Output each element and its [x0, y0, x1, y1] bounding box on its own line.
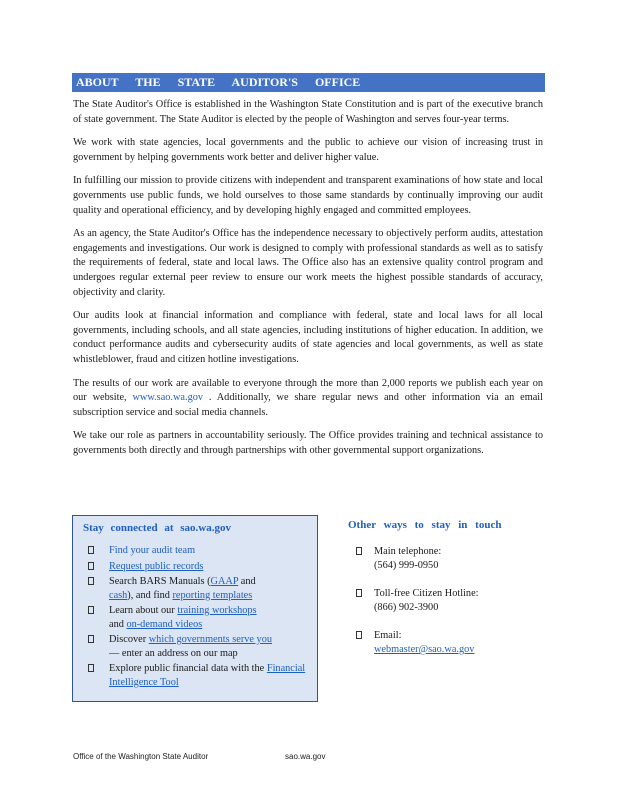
bars-text: Search BARS Manuals (: [109, 576, 211, 587]
request-records-link[interactable]: Request public records: [109, 560, 204, 572]
bullet-icon: [356, 631, 362, 639]
which-governments-link[interactable]: which governments serve you: [148, 634, 272, 645]
bullet-icon: [88, 664, 94, 672]
on-demand-videos-link[interactable]: on-demand videos: [126, 618, 203, 630]
list-item: [73, 544, 317, 558]
bullet-icon: [88, 577, 94, 585]
footer-website: sao.wa.gov: [285, 752, 326, 761]
section-title: ABOUT THE STATE AUDITOR'S OFFICE: [76, 75, 361, 89]
explore-text: Explore public financial data with the: [109, 663, 265, 674]
main-phone-label: Main telephone:: [374, 546, 442, 557]
learn-and: and: [109, 618, 124, 630]
paragraph-results: [73, 377, 543, 421]
main-phone-number[interactable]: (564) 999-0950: [374, 560, 439, 571]
list-item: [348, 587, 548, 615]
bullet-icon: [88, 635, 94, 643]
other-ways-section: [348, 519, 548, 671]
email-label: Email:: [374, 630, 402, 641]
stay-connected-heading: Stay connected at sao.wa.gov: [83, 522, 231, 534]
reporting-templates-link[interactable]: reporting templates: [172, 589, 253, 601]
financial-intelligence-tool-link[interactable]: Financial Intelligence Tool: [109, 663, 306, 688]
website-link[interactable]: www.sao.wa.gov: [132, 392, 204, 404]
bullet-icon: [356, 589, 362, 597]
results-text-end: . Additionally, we share regular news and other information via an email subscription service and social media channels.: [73, 392, 544, 418]
gaap-link[interactable]: GAAP: [210, 576, 239, 587]
paragraph-independence: As an agency, the State Auditor's Office has the independence necessary to objectively perform audits, attestation engagements and investigations. Our work is designed to comply with professional standards as well as to satisfy the requirements of federal, state and local laws. The Office also has an extensive quality control program and undergoes regular external peer review to ensure our work meets the highest possible standards of accuracy, objectivity and clarity.: [73, 228, 543, 298]
list-item: [73, 662, 317, 689]
contact-list: [348, 545, 548, 657]
hotline-number[interactable]: (866) 902-3900: [374, 602, 439, 613]
list-item: [73, 604, 317, 631]
footer-office-name: Office of the Washington State Auditor: [73, 752, 209, 761]
stay-connected-box: [72, 515, 318, 702]
bars-and: and: [240, 576, 256, 587]
about-body: [73, 98, 543, 467]
list-item: [73, 633, 317, 660]
bullet-icon: [88, 606, 94, 614]
results-text-start: The results of our work are available to everyone through the more than 2,000 reports we publish each year on our website,: [73, 377, 543, 404]
list-item: [73, 560, 317, 574]
cash-link[interactable]: cash: [109, 589, 128, 601]
training-workshops-link[interactable]: training workshops: [177, 605, 257, 616]
paragraph-mission: In fulfilling our mission to provide citizens with independent and transparent examinations of how state and local governments use public funds, we hold ourselves to those same standards by continually improving our audit quality and operational efficiency, and by developing highly engaged and committed employees.: [73, 175, 543, 216]
learn-text: Learn about our: [109, 605, 175, 616]
paragraph-partners: We take our role as partners in accountability seriously. The Office provides training and technical assistance to governments both directly and through partnerships with other governmental support organizations.: [73, 430, 543, 456]
bullet-icon: [88, 546, 94, 554]
bullet-icon: [356, 547, 362, 555]
find-audit-team-link[interactable]: Find your audit team: [109, 545, 196, 556]
bullet-icon: [88, 562, 94, 570]
paragraph-audits: Our audits look at financial information and compliance with federal, state and local laws for all local governments, including schools, and all state agencies, including institutions of higher education. In addition, we conduct performance audits and cybersecurity audits of state agencies and local governments, as well as state whistleblower, fraud and citizen hotline investigations.: [73, 310, 543, 365]
hotline-label: Toll-free Citizen Hotline:: [374, 588, 479, 599]
list-item: [348, 629, 548, 657]
list-item: [348, 545, 548, 573]
bars-text-2: ), and find: [127, 589, 170, 601]
discover-text: Discover: [109, 634, 147, 645]
paragraph-vision: We work with state agencies, local governments and the public to achieve our vision of increasing trust in government by helping governments work better and deliver higher value.: [73, 137, 543, 163]
stay-connected-list: [73, 544, 317, 689]
list-item: [73, 575, 317, 602]
discover-tail: — enter an address on our map: [109, 647, 238, 659]
section-title-bar: [72, 73, 545, 92]
other-ways-heading: Other ways to stay in touch: [348, 519, 502, 531]
email-link[interactable]: webmaster@sao.wa.gov: [374, 644, 475, 655]
paragraph-establishment: The State Auditor's Office is established in the Washington State Constitution and is part of the executive branch of state government. The State Auditor is elected by the people of Washington and serves four-year terms.: [73, 99, 543, 125]
